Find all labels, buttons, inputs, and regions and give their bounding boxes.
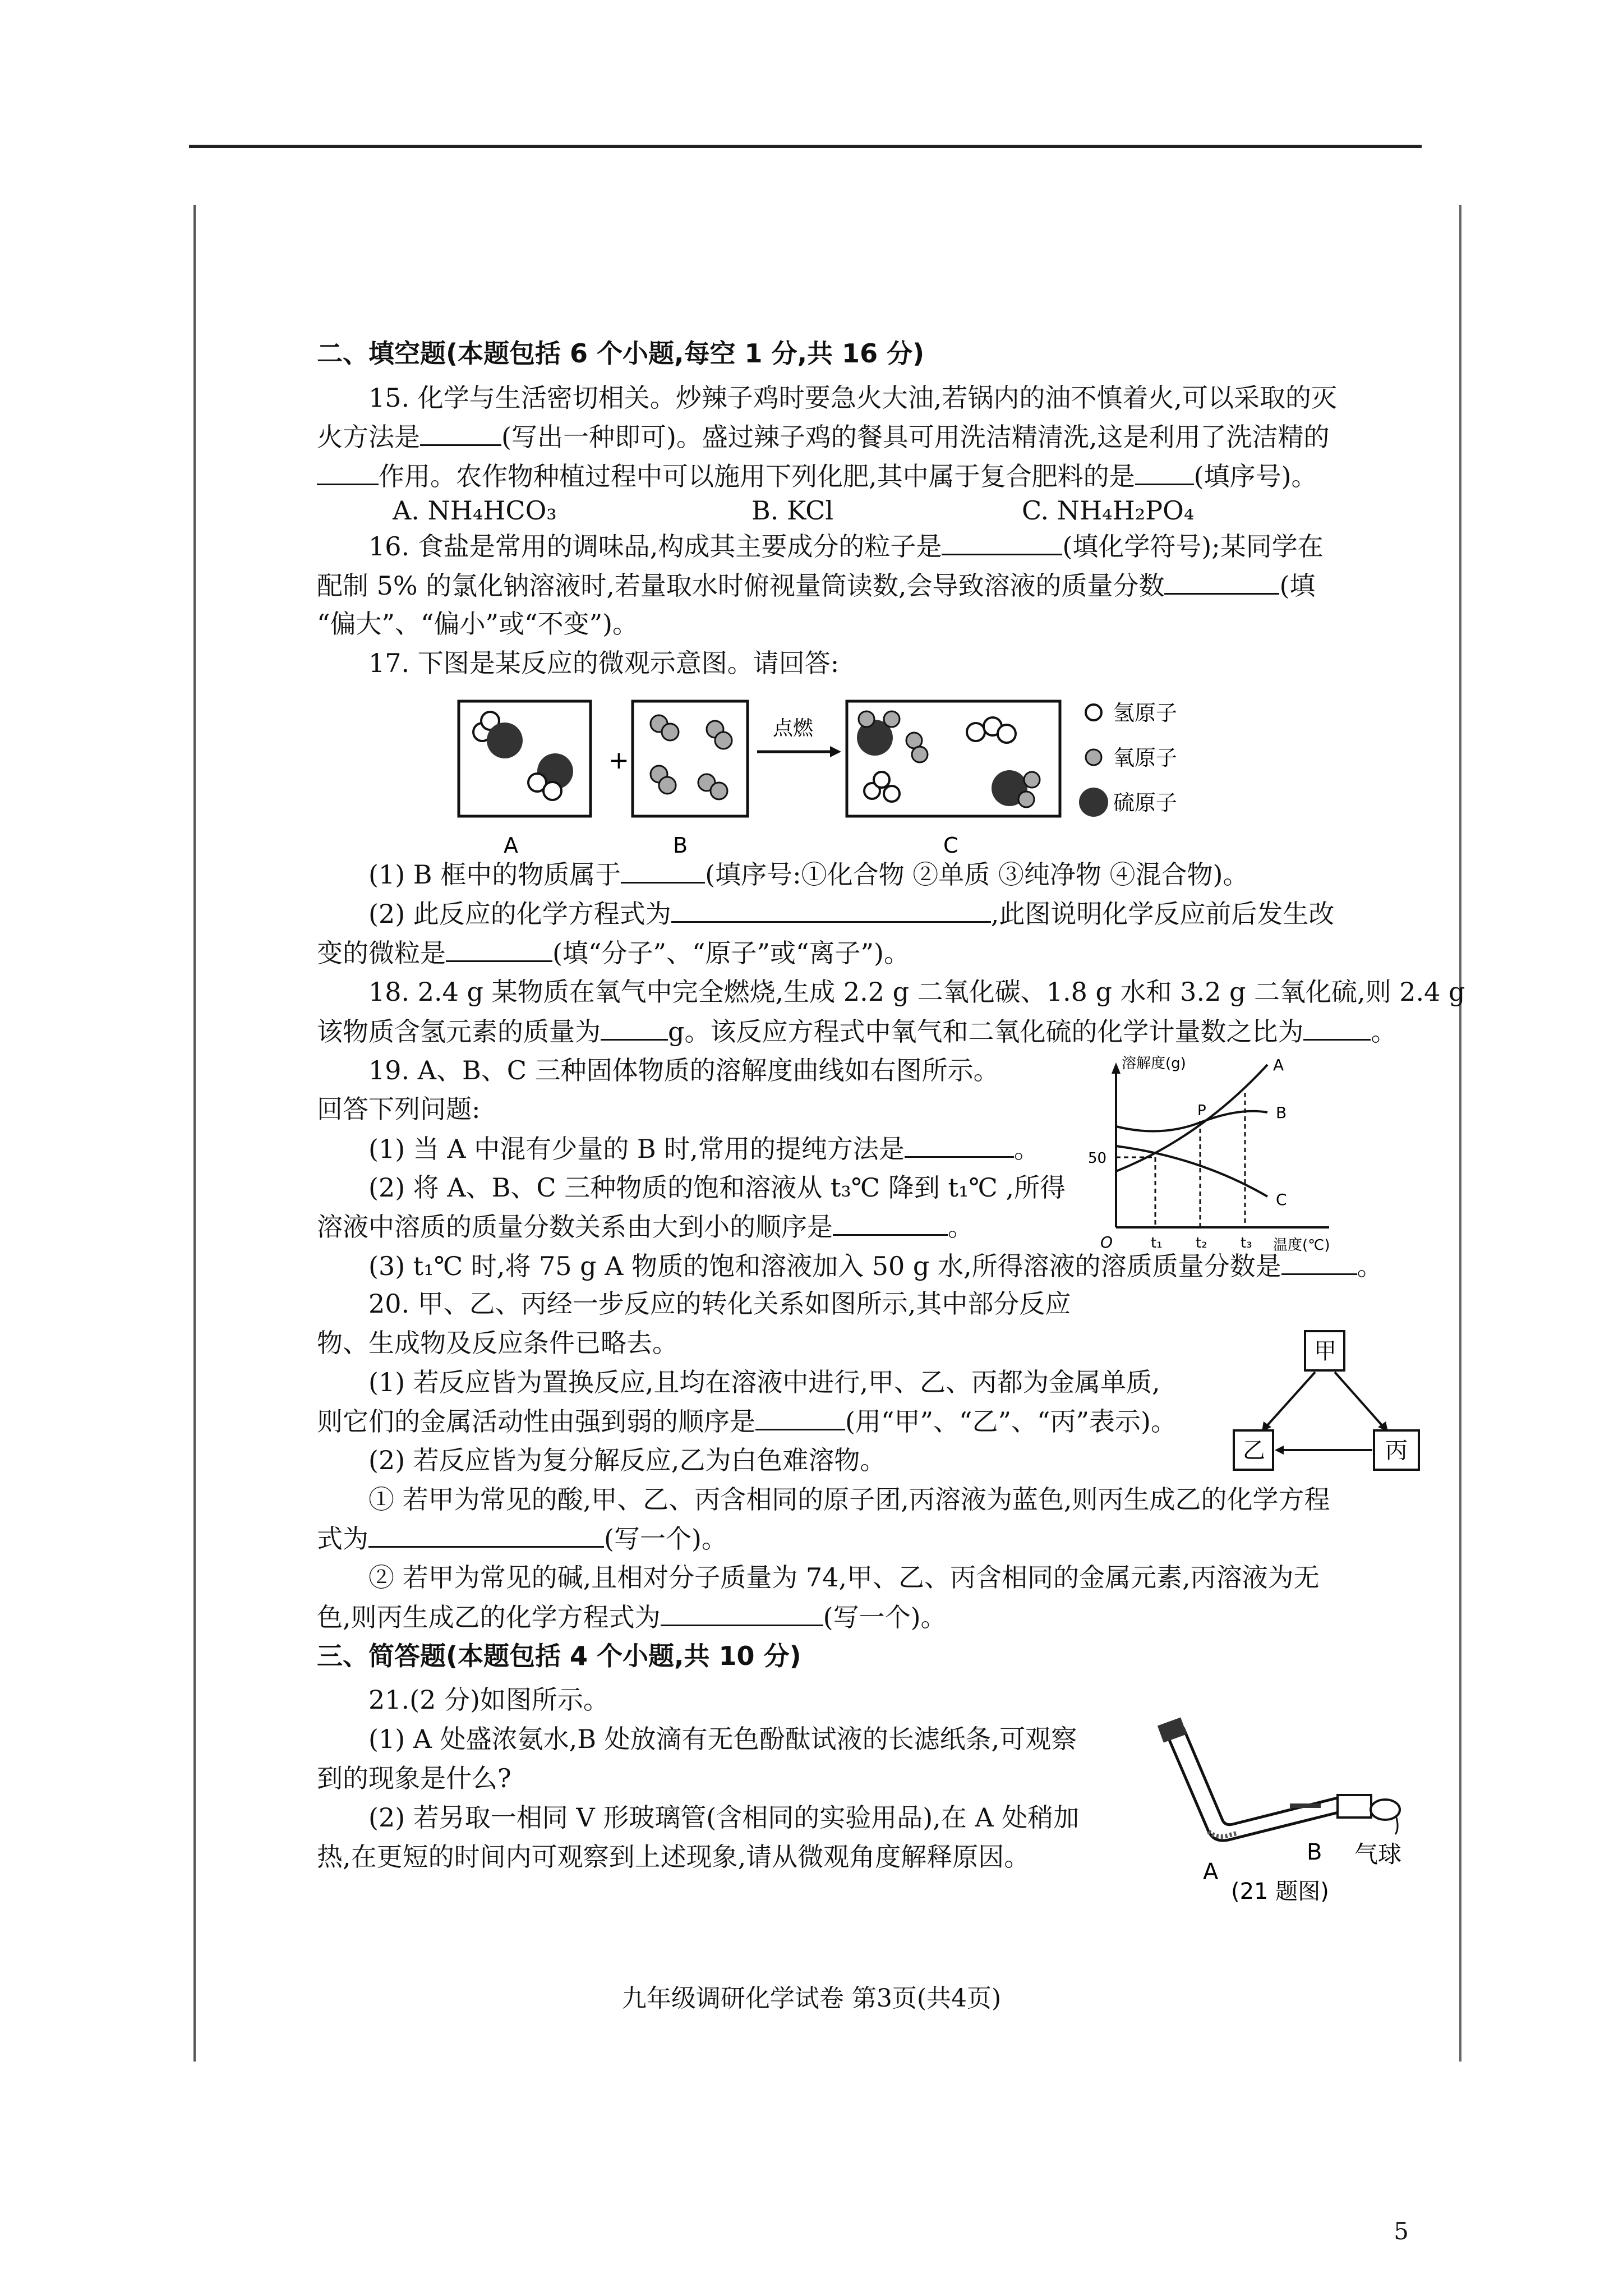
q19-p1a: (1) 当 A 中混有少量的 B 时,常用的提纯方法是 bbox=[368, 1134, 905, 1164]
q21-v-tube-figure bbox=[1155, 1717, 1430, 1907]
q20-c1b: 式为 bbox=[317, 1524, 368, 1554]
q17-p2d: (填“分子”、“原子”或“离子”)。 bbox=[552, 938, 910, 968]
q19-part2: (2) 将 A、B、C 三种物质的饱和溶液从 t₃℃ 降到 t₁℃ ,所得 bbox=[368, 1172, 1066, 1203]
svg-text:点燃: 点燃 bbox=[773, 717, 814, 740]
q17-p1a: (1) B 框中的物质属于 bbox=[368, 859, 621, 890]
q21-part2: (2) 若另取一相同 V 形玻璃管(含相同的实验用品),在 A 处稍加 bbox=[368, 1802, 1080, 1833]
box-bing: 丙 bbox=[1385, 1438, 1408, 1464]
q20-part1: (1) 若反应皆为置换反应,且均在溶液中进行,甲、乙、丙都为金属单质, bbox=[368, 1367, 1160, 1397]
q16-line1 bbox=[368, 529, 1324, 563]
chart-origin: O bbox=[1100, 1233, 1113, 1251]
q16-l2b: (填 bbox=[1279, 570, 1316, 601]
q17-p1b: (填序号:①化合物 ②单质 ③纯净物 ④混合物)。 bbox=[705, 859, 1249, 890]
box-jia: 甲 bbox=[1314, 1338, 1336, 1364]
q20-c2b: 色,则丙生成乙的化学方程式为 bbox=[317, 1602, 661, 1632]
section2-title: 二、填空题(本题包括 6 个小题,每空 1 分,共 16 分) bbox=[317, 338, 925, 369]
svg-text:(21 题图): (21 题图) bbox=[1231, 1879, 1329, 1904]
chart-xlabel: 温度(℃) bbox=[1273, 1237, 1330, 1254]
q17-blank3[interactable] bbox=[446, 936, 552, 962]
so2-molecule-icon bbox=[473, 712, 523, 758]
page-number: 5 bbox=[1394, 2217, 1409, 2245]
q17-blank2[interactable] bbox=[671, 896, 991, 923]
q17-part1 bbox=[368, 857, 1248, 891]
q15-blank2[interactable] bbox=[317, 459, 379, 485]
q20-c1c: (写一个)。 bbox=[604, 1524, 727, 1554]
svg-text:+: + bbox=[608, 746, 629, 775]
q15-line3 bbox=[317, 459, 1317, 493]
q16-blank2[interactable] bbox=[1164, 568, 1279, 595]
chart-y50: 50 bbox=[1088, 1150, 1107, 1167]
box-yi: 乙 bbox=[1243, 1438, 1265, 1464]
svg-text:A: A bbox=[504, 833, 518, 858]
chart-t2: t₂ bbox=[1196, 1235, 1207, 1251]
q16-l2a: 配制 5% 的氯化钠溶液时,若量取水时俯视量筒读数,会导致溶液的质量分数 bbox=[317, 570, 1165, 601]
q19-part1 bbox=[368, 1131, 1040, 1166]
chart-label-b: B bbox=[1276, 1103, 1287, 1122]
q15-l3a: 作用。农作物种植过程中可以施用下列化肥,其中属于复合肥料的是 bbox=[379, 461, 1135, 491]
q15-option-c: C. NH₄H₂PO₄ bbox=[1022, 495, 1195, 526]
q19-line2: 回答下列问题: bbox=[317, 1094, 481, 1124]
section3-title: 三、简答题(本题包括 4 个小题,共 10 分) bbox=[317, 1641, 801, 1671]
q18-line2 bbox=[317, 1014, 1396, 1048]
svg-text:A: A bbox=[1203, 1859, 1219, 1885]
q15-l2b: (写出一种即可)。盛过辣子鸡的餐具可用洗洁精清洗,这是利用了洗洁精的 bbox=[501, 422, 1330, 452]
q15-line2 bbox=[317, 420, 1330, 454]
q20-case2: ② 若甲为常见的碱,且相对分子质量为 74,甲、乙、丙含相同的金属元素,丙溶液为无 bbox=[368, 1562, 1320, 1593]
q19-part2-cont bbox=[317, 1209, 974, 1244]
q20-blank1[interactable] bbox=[755, 1404, 845, 1430]
chart-ylabel: 溶解度(g) bbox=[1122, 1055, 1186, 1072]
q20-part2: (2) 若反应皆为复分解反应,乙为白色难溶物。 bbox=[368, 1445, 886, 1475]
q17-part2-cont bbox=[317, 936, 910, 970]
svg-text:氧原子: 氧原子 bbox=[1113, 746, 1178, 770]
q21-part2-cont: 热,在更短的时间内可观察到上述现象,请从微观角度解释原因。 bbox=[317, 1842, 1030, 1872]
q18-l2a: 该物质含氢元素的质量为 bbox=[317, 1016, 601, 1047]
svg-text:C: C bbox=[943, 833, 958, 858]
o2-molecule-icon bbox=[651, 715, 732, 799]
q19-p3b: 。 bbox=[1357, 1251, 1383, 1281]
q15-option-b: B. KCl bbox=[751, 495, 834, 526]
q15-l2a: 火方法是 bbox=[317, 422, 420, 452]
q20-relation-diagram bbox=[1231, 1328, 1422, 1480]
q15-option-a: A. NH₄HCO₃ bbox=[393, 495, 557, 526]
q21-part1: (1) A 处盛浓氨水,B 处放滴有无色酚酞试液的长滤纸条,可观察 bbox=[368, 1724, 1077, 1754]
q19-solubility-chart bbox=[1088, 1053, 1346, 1261]
q20-case2-cont bbox=[317, 1600, 947, 1634]
q20-line1: 20. 甲、乙、丙经一步反应的转化关系如图所示,其中部分反应 bbox=[368, 1289, 1071, 1319]
q17-part2 bbox=[368, 896, 1334, 931]
balloon-icon bbox=[1371, 1800, 1400, 1820]
chart-label-p: P bbox=[1197, 1102, 1206, 1119]
q17-p2a: (2) 此反应的化学方程式为 bbox=[368, 899, 671, 929]
q17-intro: 17. 下图是某反应的微观示意图。请回答: bbox=[368, 648, 840, 678]
chart-t1: t₁ bbox=[1151, 1235, 1163, 1251]
q20-p1c: (用“甲”、“乙”、“丙”表示)。 bbox=[845, 1406, 1177, 1437]
q15-l3b: (填序号)。 bbox=[1193, 461, 1317, 491]
q15-blank1[interactable] bbox=[420, 420, 501, 446]
q19-p2c: 。 bbox=[948, 1212, 974, 1242]
svg-text:氢原子: 氢原子 bbox=[1113, 701, 1178, 725]
svg-text:B: B bbox=[1307, 1839, 1322, 1865]
q20-case1-cont bbox=[317, 1521, 727, 1556]
product-molecules-icon bbox=[857, 711, 1040, 807]
v-tube-icon bbox=[1166, 1728, 1340, 1841]
q16-l1b: (填化学符号);某同学在 bbox=[1062, 531, 1324, 562]
q20-blank3[interactable] bbox=[661, 1600, 823, 1626]
svg-text:B: B bbox=[673, 833, 688, 858]
svg-text:硫原子: 硫原子 bbox=[1113, 790, 1178, 815]
q16-line3: “偏大”、“偏小”或“不变”)。 bbox=[317, 609, 639, 639]
q17-reaction-diagram bbox=[449, 690, 1245, 858]
page-footer: 九年级调研化学试卷 第3页(共4页) bbox=[621, 1984, 1002, 2013]
q20-line2: 物、生成物及反应条件已略去。 bbox=[317, 1328, 678, 1358]
q17-p2b: ,此图说明化学反应前后发生改 bbox=[990, 899, 1335, 929]
scan-border-right bbox=[1459, 205, 1461, 2062]
q21-part1-cont: 到的现象是什么? bbox=[317, 1763, 511, 1793]
q20-blank2[interactable] bbox=[368, 1521, 604, 1548]
q16-blank1[interactable] bbox=[942, 529, 1062, 555]
q18-l2c: 。 bbox=[1371, 1016, 1397, 1047]
chart-label-a: A bbox=[1273, 1056, 1284, 1074]
q19-blank1[interactable] bbox=[905, 1131, 1014, 1158]
stopper-icon bbox=[1158, 1717, 1187, 1742]
q15-options bbox=[0, 494, 1623, 527]
q16-l1a: 16. 食盐是常用的调味品,构成其主要成分的粒子是 bbox=[368, 531, 942, 562]
q15-blank3[interactable] bbox=[1135, 459, 1194, 485]
q21-line1: 21.(2 分)如图所示。 bbox=[368, 1685, 609, 1715]
svg-text:气球: 气球 bbox=[1354, 1841, 1402, 1868]
q18-line1: 18. 2.4 g 某物质在氧气中完全燃烧,生成 2.2 g 二氧化碳、1.8 g 水和 3.2 g 二氧化硫,则 2.4 g bbox=[368, 977, 1465, 1007]
q19-p2b: 溶液中溶质的质量分数关系由大到小的顺序是 bbox=[317, 1212, 833, 1242]
q17-p2c: 变的微粒是 bbox=[317, 938, 446, 968]
q19-p3a: (3) t₁℃ 时,将 75 g A 物质的饱和溶液加入 50 g 水,所得溶液的溶质质量分数是 bbox=[368, 1251, 1281, 1281]
so2-molecule-icon bbox=[528, 753, 573, 800]
q20-p1b: 则它们的金属活动性由强到弱的顺序是 bbox=[317, 1406, 755, 1437]
scan-border-left bbox=[193, 205, 196, 2062]
q20-c2c: (写一个)。 bbox=[823, 1602, 947, 1632]
q20-part1-cont bbox=[317, 1404, 1177, 1438]
q18-blank2[interactable] bbox=[1303, 1014, 1371, 1041]
q18-blank1[interactable] bbox=[601, 1014, 668, 1041]
chart-label-c: C bbox=[1276, 1190, 1287, 1209]
q17-blank1[interactable] bbox=[621, 857, 705, 884]
q15-line1: 15. 化学与生活密切相关。炒辣子鸡时要急火大油,若锅内的油不慎着火,可以采取的灭 bbox=[368, 383, 1338, 413]
q20-case1: ① 若甲为常见的酸,甲、乙、丙含相同的原子团,丙溶液为蓝色,则丙生成乙的化学方程 bbox=[368, 1484, 1330, 1515]
q16-line2 bbox=[317, 568, 1315, 602]
q19-blank2[interactable] bbox=[833, 1209, 948, 1236]
balloon-neck-icon bbox=[1338, 1795, 1371, 1818]
q18-l2b: g。该反应方程式中氧气和二氧化硫的化学计量数之比为 bbox=[668, 1016, 1304, 1047]
q19-p1b: 。 bbox=[1013, 1134, 1040, 1164]
top-rule bbox=[189, 145, 1422, 148]
chart-t3: t₃ bbox=[1241, 1235, 1252, 1251]
q19-line1: 19. A、B、C 三种固体物质的溶解度曲线如右图所示。 bbox=[368, 1055, 999, 1085]
